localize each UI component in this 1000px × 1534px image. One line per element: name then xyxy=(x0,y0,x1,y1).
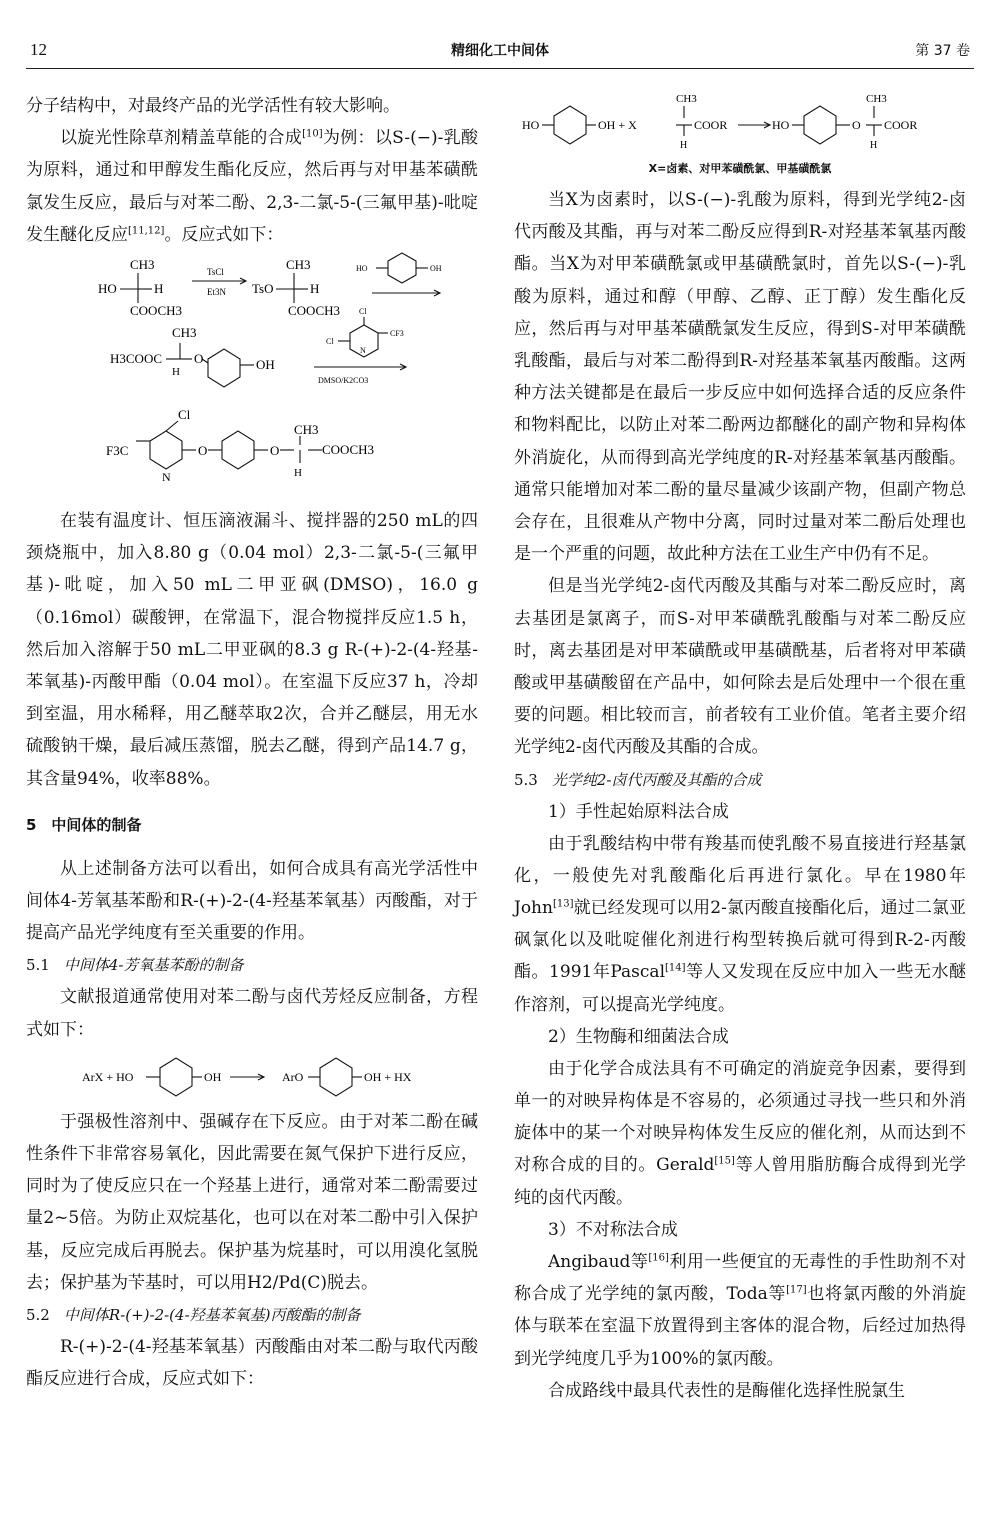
section-heading: 5 中间体的制备 xyxy=(26,815,142,834)
paragraph: 分子结构中，对最终产品的光学活性有较大影响。 xyxy=(26,96,400,116)
label: CH3 xyxy=(866,93,887,105)
label: O xyxy=(198,443,208,459)
page-number: 12 xyxy=(30,40,47,59)
journal-title: 精细化工中间体 xyxy=(451,43,549,59)
label: CH3 xyxy=(172,325,197,341)
label: TsO xyxy=(252,281,274,297)
label: OH + HX xyxy=(364,1069,412,1084)
label: CH3 xyxy=(130,257,155,273)
paragraph xyxy=(26,122,478,251)
reagent-label: DMSO/K2CO3 xyxy=(318,376,369,386)
paragraph: 从上述制备方法可以看出，如何合成具有高光学活性中间体4-芳氧基苯酚和R-(+)-2-(4-羟基苯氧基）丙酸酯，对于提高产品光学纯度有至关重要的作用。 xyxy=(26,858,478,944)
synthesis-scheme xyxy=(26,251,478,505)
label: COOCH3 xyxy=(288,303,341,319)
text-run: 为例：以S-(−)-乳酸为原料，通过和甲醇发生酯化反应，然后再与对甲基苯磺酰氯发生反应，最后与对苯二酚、2,3-二氯-5-(三氟甲基)-吡啶发生醚化反应 xyxy=(26,128,479,245)
label: CH3 xyxy=(294,422,319,438)
label: HO xyxy=(98,281,117,297)
label: H xyxy=(154,281,164,297)
paragraph xyxy=(514,1246,966,1375)
paragraph: 在装有温度计、恒压滴液漏斗、搅拌器的250 mL的四颈烧瓶中，加入8.80 g（0.04 mol）2,3-二氯-5-(三氟甲基)-吡啶，加入50 mL二甲亚砜(DMSO)，16.0 g（0.16mol）碳酸钾，在常温下，混合物搅拌反应1.5 h，然后加入溶解于50 mL二甲亚砜的8.3 g R-(+)-2-(4-羟基-苯氧基)-丙酸甲酯（0.04 mol）。在室温下反应37 h，冷却到室温，用水稀释，用乙醚萃取2次，合并乙醚层，用无水硫酸钠干燥，最后减压蒸馏，脱去乙醚，得到产品14.7 g，其含量94%，收率88%。 xyxy=(26,511,478,789)
citation: [13] xyxy=(552,898,574,910)
citation: [11,12] xyxy=(128,225,165,237)
label: N xyxy=(162,470,171,485)
subsection-title: 光学纯2-卤代丙酸及其酯的合成 xyxy=(551,770,762,789)
paragraph: 但是当光学纯2-卤代丙酸及其酯与对苯二酚反应时，离去基团是氯离子，而S-对甲苯磺酰乳酸酯与对苯二酚反应时，离去基团是对甲苯磺酰或甲基磺酰基，后者将对甲苯磺酸或甲基磺酸留在产品中，如何除去是后处理中一个很在重要的问题。相比较而言，前者较有工业价值。笔者主要介绍光学纯2-卤代丙酸及其酯的合成。 xyxy=(514,576,966,758)
label: OH xyxy=(256,357,275,373)
subsection-heading xyxy=(514,764,966,796)
subsection-title: 中间体4-芳氧基苯酚的制备 xyxy=(63,956,244,975)
label: H xyxy=(680,140,688,151)
subsection-heading xyxy=(26,1299,478,1331)
label: CF3 xyxy=(390,329,404,339)
paragraph: 于强极性溶剂中、强碱存在下反应。由于对苯二酚在碱性条件下非常容易氧化，因此需要在氮气保护下进行反应，同时为了使反应只在一个羟基上进行，通常对苯二酚需要过量2~5倍。为防止双烷基化，也可以在对苯二酚中引入保护基，反应完成后再脱去。保护基为烷基时，可以用溴化氢脱去；保护基为苄基时，可以用H2/Pd(C)脱去。 xyxy=(26,1111,478,1293)
label: COOCH3 xyxy=(322,442,375,458)
label: H xyxy=(294,467,302,480)
label: OH xyxy=(430,264,442,274)
label: H xyxy=(310,281,320,297)
subsection-number: 5.2 xyxy=(26,1306,50,1325)
paragraph: 当X为卤素时，以S-(−)-乳酸为原料，得到光学纯2-卤代丙酸及其酯，再与对苯二酚反应得到R-对羟基苯氧基丙酸酯。当X为对甲苯磺酰氯或甲基磺酰氯时，首先以S-(−)-乳酸为原料，通过和醇（甲醇、乙醇、正丁醇）发生酯化反应，然后再与对甲基苯磺酰氯发生反应，得到S-对甲苯磺酰乳酸酯，最后与对苯二酚得到R-对羟基苯氧基丙酸酯。这两种方法关键都是在最后一步反应中如何选择合适的反应条件和物料配比，以防止对苯二酚两边都醚化的副产物和异构体外消旋化，从而得到高光学纯度的R-对羟基苯氧基丙酸酯。通常只能增加对苯二酚的量尽量减少该副产物，但副产物总会存在，且很难从产物中分离，同时过量对苯二酚后处理也是一个严重的问题，故此种方法在工业生产中仍有不足。 xyxy=(514,190,966,565)
paragraph: R-(+)-2-(4-羟基苯氧基）丙酸酯由对苯二酚与取代丙酸酯反应进行合成，反应式如下： xyxy=(26,1337,478,1390)
paragraph xyxy=(514,828,966,1021)
list-item: 2）生物酶和细菌法合成 xyxy=(548,1026,729,1047)
citation: [14] xyxy=(665,962,686,974)
text-run: 等人又发现在反应中加入一些无水醚作溶剂，可以提高光学纯度。 xyxy=(514,962,966,1015)
citation: [17] xyxy=(786,1284,807,1296)
text-run: 以旋光性除草剂精盖草能的合成 xyxy=(60,128,303,149)
label: OH + X xyxy=(598,118,637,132)
equation xyxy=(26,1046,478,1106)
list-item: 1）手性起始原料法合成 xyxy=(548,801,729,822)
subsection-heading xyxy=(26,949,478,981)
label: H xyxy=(172,366,180,379)
label: H3COOC xyxy=(110,351,163,367)
right-column xyxy=(514,90,966,1407)
text-run: Angibaud等 xyxy=(548,1251,649,1272)
label: HO xyxy=(356,264,368,274)
label: Cl xyxy=(359,307,367,317)
label: O xyxy=(852,118,861,132)
citation: [10] xyxy=(302,128,323,140)
subsection-title: 中间体R-(+)-2-(4-羟基苯氧基)丙酸酯的制备 xyxy=(63,1306,361,1325)
label: ArO xyxy=(282,1069,304,1084)
text-run: 。反应式如下： xyxy=(164,224,284,245)
label: CH3 xyxy=(286,257,311,273)
citation: [15] xyxy=(714,1155,735,1167)
text-run: 利用一些便宜的无毒性的手性助剂不对称合成了光学纯的氯丙酸，Toda等 xyxy=(514,1251,966,1305)
label: COOCH3 xyxy=(130,303,183,319)
label: OH xyxy=(204,1069,222,1084)
left-column xyxy=(26,90,478,1395)
list-item: 3）不对称法合成 xyxy=(548,1219,678,1240)
reagent-label: Et3N xyxy=(207,287,226,298)
paragraph: 合成路线中最具代表性的是酶催化选择性脱氯生 xyxy=(548,1380,905,1401)
label: CH3 xyxy=(676,93,697,105)
label: ArX + HO xyxy=(82,1069,134,1084)
text-run: 就已经发现可以用2-氯丙酸直接酯化后，通过二氯亚砜氯化以及吡啶催化剂进行构型转换后就可得到R-2-丙酸酯。1991年Pascal xyxy=(514,898,966,983)
subsection-number: 5.1 xyxy=(26,956,50,975)
label: O xyxy=(270,443,280,459)
text-run: 由于化学合成法具有不可确定的消旋竞争因素，要得到单一的对映异构体是不容易的，必须通过寻找一些只和外消旋体中的某一个对映异构体发生反应的催化剂，从而达到不对称合成的目的。Gerald xyxy=(514,1058,966,1176)
paragraph: 文献报道通常使用对苯二酚与卤代芳烃反应制备，方程式如下： xyxy=(26,987,478,1040)
label: Cl xyxy=(178,407,191,423)
reagent-label: TsCl xyxy=(207,267,224,278)
label: HO xyxy=(522,118,540,132)
text-run: 等人曾用脂肪酶合成得到光学纯的卤代丙酸。 xyxy=(514,1155,966,1208)
text-run: 也将氯丙酸的外消旋体与联苯在室温下放置得到主客体的混合物，后经过加热得到光学纯度几乎为100%的氯丙酸。 xyxy=(514,1284,966,1369)
paragraph xyxy=(514,1053,966,1214)
equation xyxy=(514,90,966,160)
label: F3C xyxy=(106,443,129,459)
subsection-number: 5.3 xyxy=(514,770,538,789)
scheme-caption: X=卤素、对甲苯磺酰氯、甲基磺酰氯 xyxy=(648,162,832,175)
label: N xyxy=(360,346,366,356)
header-rule xyxy=(26,68,974,69)
label: Cl xyxy=(326,337,334,347)
label: H xyxy=(870,140,878,151)
text-run: 由于乳酸结构中带有羧基而使乳酸不易直接进行羟基氯化，一般使先对乳酸酯化后再进行氯化。早在1980年John xyxy=(514,833,966,919)
citation: [16] xyxy=(648,1252,669,1264)
label: COOR xyxy=(884,118,918,132)
page-header xyxy=(30,40,970,64)
label: O xyxy=(194,351,204,367)
label: HO xyxy=(772,118,790,132)
volume-label: 第 37 卷 xyxy=(915,43,970,59)
label: COOR xyxy=(694,118,728,132)
